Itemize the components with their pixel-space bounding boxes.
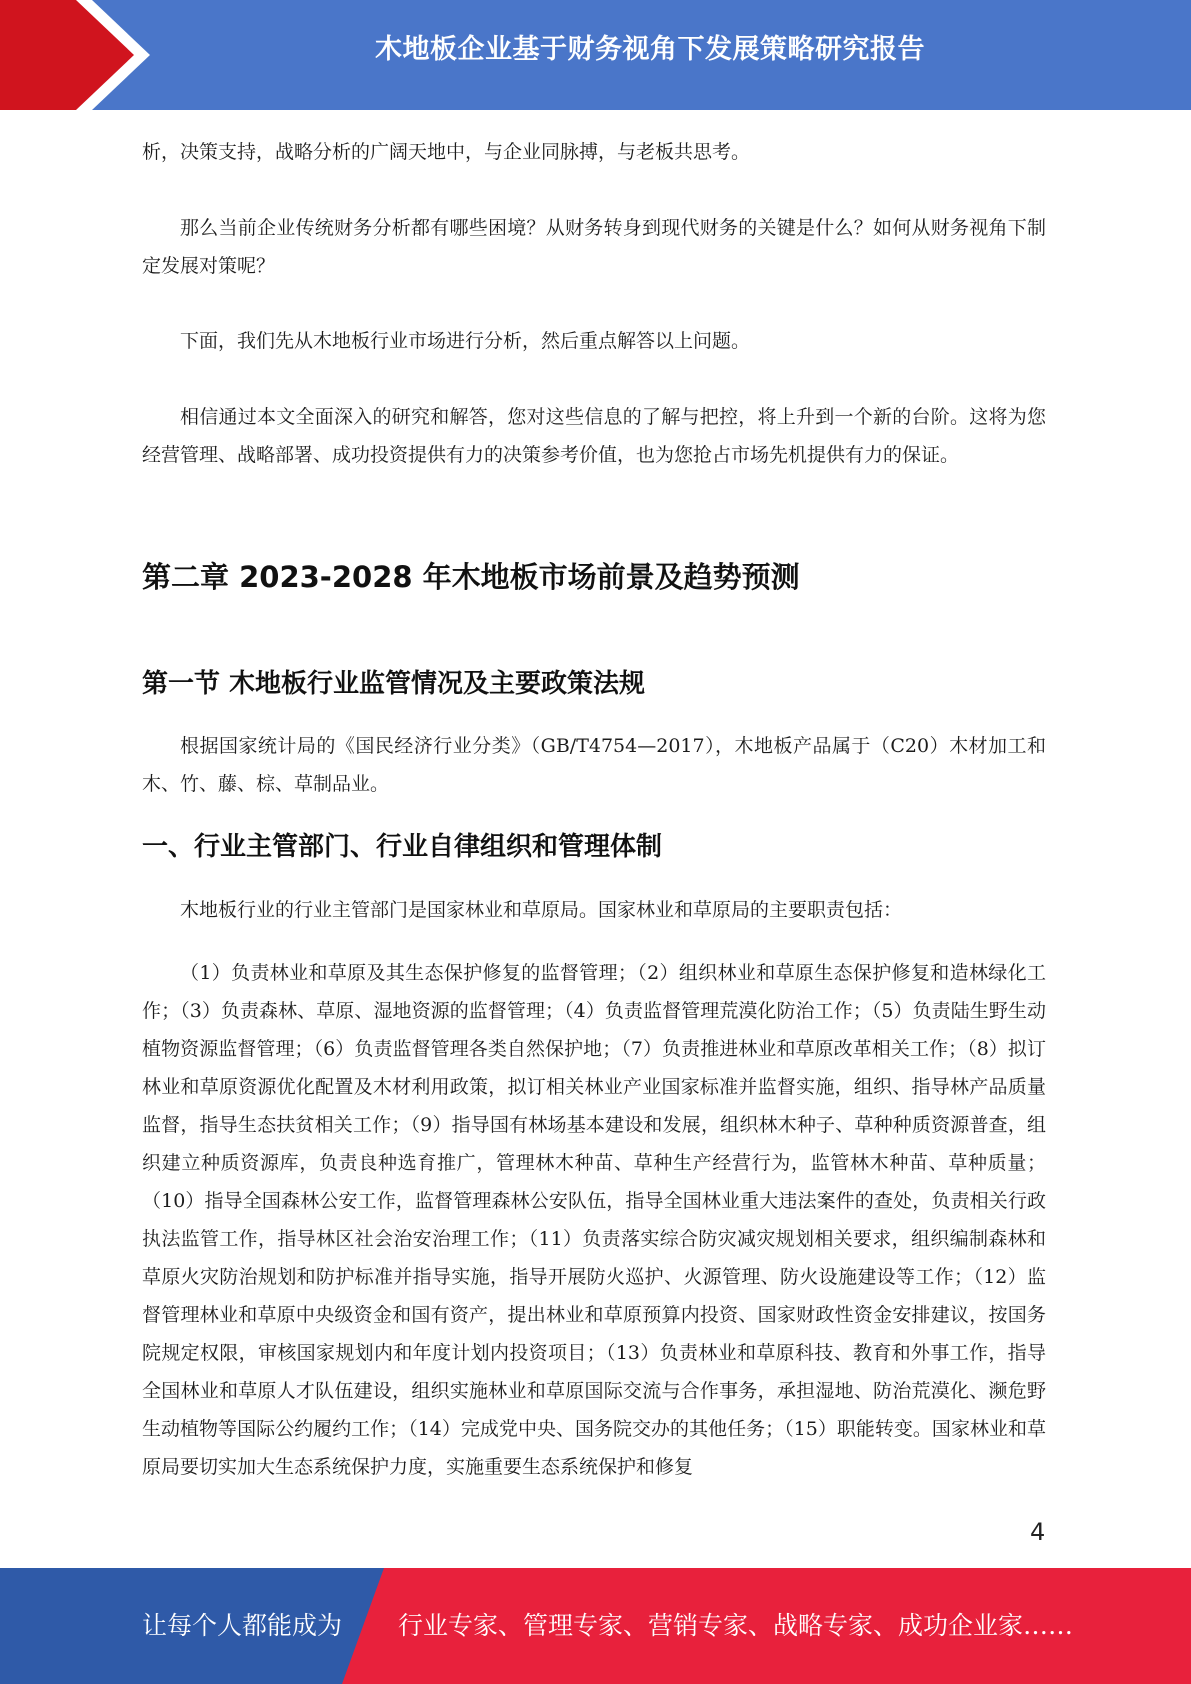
footer-slogan-left: 让每个人都能成为	[142, 1611, 343, 1640]
page-number: 4	[1030, 1518, 1046, 1546]
subsection-paragraph-2: （1）负责林业和草原及其生态保护修复的监督管理；（2）组织林业和草原生态保护修复和造林绿化工作；（3）负责森林、草原、湿地资源的监督管理；（4）负责监督管理荒漠化防治工作；（5）负责陆生野生动植物资源监督管理；（6）负责监督管理各类自然保护地；（7）负责推进林业和草原改革相关工作；（8）拟订林业和草原资源优化配置及木材利用政策，拟订相关林业产业国家标准并监督实施，组织、指导林产品质量监督，指导生态扶贫相关工作；（9）指导国有林场基本建设和发展，组织林木种子、草种种质资源普查，组织建立种质资源库，负责良种选育推广，管理林木种苗、草种生产经营行为，监管林木种苗、草种质量；（10）指导全国森林公安工作，监督管理森林公安队伍，指导全国林业重大违法案件的查处，负责相关行政执法监管工作，指导林区社会治安治理工作；（11）负责落实综合防灾减灾规划相关要求，组织编制森林和草原火灾防治规划和防护标准并指导实施，指导开展防火巡护、火源管理、防火设施建设等工作；（12）监督管理林业和草原中央级资金和国有资产，提出林业和草原预算内投资、国家财政性资金安排建议，按国务院规定权限，审核国家规划内和年度计划内投资项目；（13）负责林业和草原科技、教育和外事工作，指导全国林业和草原人才队伍建设，组织实施林业和草原国际交流与合作事务，承担湿地、防治荒漠化、濒危野生动植物等国际公约履约工作；（14）完成党中央、国务院交办的其他任务；（15）职能转变。国家林业和草原局要切实加大生态系统保护力度，实施重要生态系统保护和修复	[142, 962, 1046, 1478]
intro-paragraph-1: 析，决策支持，战略分析的广阔天地中，与企业同脉搏，与老板共思考。	[142, 141, 751, 163]
report-title: 木地板企业基于财务视角下发展策略研究报告	[375, 34, 925, 65]
section-paragraph-1: 根据国家统计局的《国民经济行业分类》（GB/T4754—2017），木地板产品属于（C20）木材加工和木、竹、藤、棕、草制品业。	[142, 735, 1046, 795]
subsection-title: 一、行业主管部门、行业自律组织和管理体制	[142, 832, 663, 862]
footer-banner	[0, 1568, 1191, 1684]
subsection-paragraph-1: 木地板行业的行业主管部门是国家林业和草原局。国家林业和草原局的主要职责包括：	[180, 899, 903, 921]
section-title: 第一节 木地板行业监管情况及主要政策法规	[142, 669, 646, 699]
intro-paragraph-2: 那么当前企业传统财务分析都有哪些困境？从财务转身到现代财务的关键是什么？如何从财务视角下制定发展对策呢？	[142, 217, 1046, 277]
intro-paragraph-3: 下面，我们先从木地板行业市场进行分析，然后重点解答以上问题。	[180, 330, 751, 352]
chapter-title: 第二章 2023-2028 年木地板市场前景及趋势预测	[142, 560, 800, 594]
intro-paragraph-4: 相信通过本文全面深入的研究和解答，您对这些信息的了解与把控，将上升到一个新的台阶。这将为您经营管理、战略部署、成功投资提供有力的决策参考价值，也为您抢占市场先机提供有力的保证。	[142, 406, 1046, 466]
footer-slogan-right: 行业专家、管理专家、营销专家、战略专家、成功企业家……	[398, 1611, 1074, 1640]
header-banner	[0, 0, 1191, 110]
